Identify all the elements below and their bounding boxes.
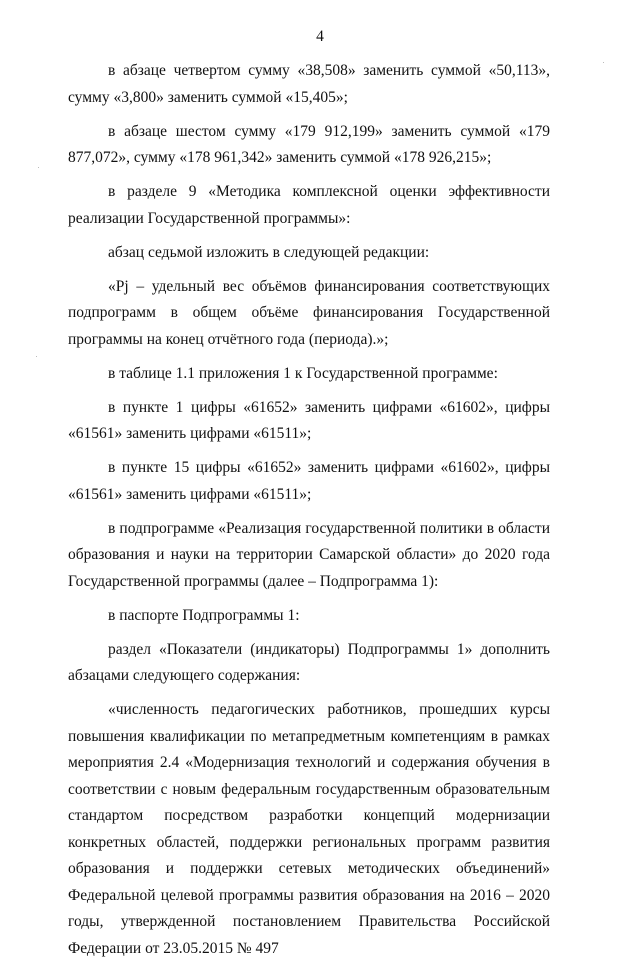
paragraph-7: в пункте 1 цифры «61652» заменить цифрами «61602», цифры «61561» заменить цифрами «61511»; bbox=[68, 398, 550, 442]
paragraph-6: в таблице 1.1 приложения 1 к Государственной программе: bbox=[108, 364, 498, 382]
paragraph-12: «численность педагогических работников, прошедших курсы повышения квалификации по метапредметным компетенциям в рамках мероприятия 2.4 «Модернизация технологий и содержания обучения в соответствии с новым федеральным государственным образовательным стандартом посредством разработки концепций модернизации конкретных областей, поддержки региональных программ развития образования и поддержки сетевых методических объединений» Федеральной целевой программы развития образования на 2016 – 2020 годы, утвержденной постановлением Правительства Российской Федерации от 23.05.2015 № 497 bbox=[68, 701, 550, 957]
paragraph-2: в абзаце шестом сумму «179 912,199» заменить суммой «179 877,072», сумму «178 961,342» заменить суммой «178 926,215»; bbox=[68, 122, 550, 166]
paragraph-10: в паспорте Подпрограммы 1: bbox=[108, 606, 300, 624]
paragraph-4: абзац седьмой изложить в следующей редакции: bbox=[108, 243, 430, 261]
page-number: 4 bbox=[316, 28, 324, 45]
paragraph-3: в разделе 9 «Методика комплексной оценки эффективности реализации Государственной программы»: bbox=[68, 183, 550, 227]
paragraph-1: в абзаце четвертом сумму «38,508» заменить суммой «50,113», сумму «3,800» заменить суммой «15,405»; bbox=[68, 62, 550, 106]
paragraph-11: раздел «Показатели (индикаторы) Подпрограммы 1» дополнить абзацами следующего содержания: bbox=[68, 640, 550, 684]
paragraph-9: в подпрограмме «Реализация государственной политики в области образования и науки на территории Самарской области» до 2020 года Государственной программы (далее – Подпрограмма 1): bbox=[68, 519, 550, 590]
paragraph-8: в пункте 15 цифры «61652» заменить цифрами «61602», цифры «61561» заменить цифрами «61511»; bbox=[68, 459, 550, 503]
paragraph-5: «Pj – удельный вес объёмов финансирования соответствующих подпрограмм в общем объёме финансирования Государственной программы на конец отчётного года (периода).»; bbox=[68, 277, 550, 348]
scan-speck bbox=[603, 62, 604, 63]
document-body bbox=[68, 58, 550, 970]
scan-speck bbox=[36, 356, 37, 357]
scan-speck bbox=[38, 167, 39, 168]
